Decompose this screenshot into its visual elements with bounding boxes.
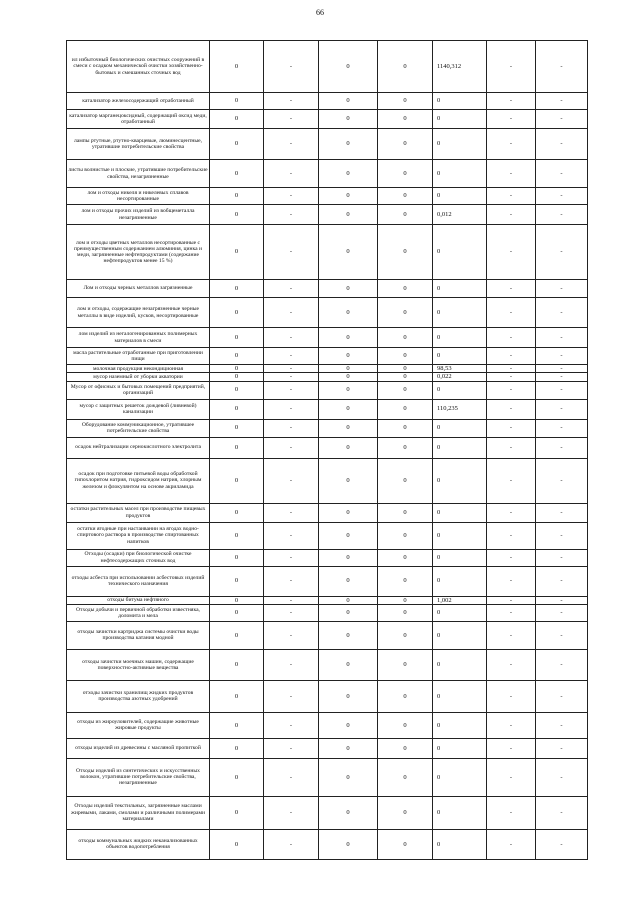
value-cell: 0 bbox=[210, 604, 264, 621]
value-cell: 0 bbox=[319, 225, 378, 280]
waste-name-cell: отходы изделий из древесины с масляной пропиткой bbox=[67, 738, 210, 758]
waste-name-cell: мусор с защитных решеток дождевой (ливневой) канализации bbox=[67, 399, 210, 419]
value-cell: 0 bbox=[378, 621, 433, 649]
value-cell: 0 bbox=[433, 419, 487, 437]
value-cell: 0 bbox=[378, 419, 433, 437]
value-cell: 0 bbox=[319, 205, 378, 225]
waste-name-cell: лом и отходы никеля и никелевых сплавов несортированные bbox=[67, 188, 210, 205]
table-row bbox=[67, 758, 588, 796]
value-cell: 0,022 bbox=[433, 373, 487, 381]
waste-name-cell: лом изделий из негалогенированных полимерных материалов в смеси bbox=[67, 328, 210, 348]
value-cell: - bbox=[536, 129, 588, 160]
value-cell: 0 bbox=[378, 758, 433, 796]
value-cell: 0 bbox=[319, 365, 378, 373]
value-cell: 0 bbox=[433, 328, 487, 348]
value-cell: 0 bbox=[378, 738, 433, 758]
table-row bbox=[67, 381, 588, 399]
waste-name-cell: лом и отходы цветных металлов несортированные с преимущественным содержанием алюминия, цинка и меди, загрязненные нефтепродуктами (содержание нефтепродуктов менее 15 %) bbox=[67, 225, 210, 280]
value-cell: - bbox=[264, 796, 319, 829]
value-cell: 0 bbox=[319, 129, 378, 160]
value-cell: 0 bbox=[378, 373, 433, 381]
value-cell: 0 bbox=[378, 93, 433, 110]
waste-name-cell: Отходы (осадки) при биологической очистке нефтесодержащих сточных вод bbox=[67, 549, 210, 566]
value-cell: - bbox=[264, 328, 319, 348]
table-row bbox=[67, 129, 588, 160]
table-row bbox=[67, 549, 588, 566]
value-cell: 0 bbox=[210, 348, 264, 365]
waste-name-cell: Отходы изделий текстильных, загрязненные маслами жиревыми, лаками, смолами и различными полимерами материалами bbox=[67, 796, 210, 829]
value-cell: - bbox=[264, 110, 319, 129]
value-cell: 0 bbox=[378, 604, 433, 621]
value-cell: 0 bbox=[210, 712, 264, 738]
value-cell: 0 bbox=[378, 503, 433, 522]
value-cell: 0 bbox=[210, 41, 264, 93]
value-cell: 0 bbox=[319, 738, 378, 758]
value-cell: 0 bbox=[433, 93, 487, 110]
value-cell: 0 bbox=[433, 225, 487, 280]
value-cell: - bbox=[264, 566, 319, 596]
waste-name-cell: осадок при подготовке питьевой воды обработкой гипохлоритом натрия, гидроксидом натрия, хлорным железом и флокулянтом на основе акриламида bbox=[67, 458, 210, 503]
value-cell: 0 bbox=[210, 522, 264, 549]
value-cell: - bbox=[536, 399, 588, 419]
waste-name-cell: остатки ягодные при настаивании на ягодах водно-спиртового раствора в производстве спиртованных напитков bbox=[67, 522, 210, 549]
value-cell: 0 bbox=[378, 298, 433, 328]
value-cell: 0 bbox=[433, 522, 487, 549]
value-cell: 0 bbox=[378, 188, 433, 205]
value-cell: 0 bbox=[433, 280, 487, 298]
table-row bbox=[67, 93, 588, 110]
value-cell: 0,012 bbox=[433, 205, 487, 225]
waste-name-cell: лом и отходы, содержащие незагрязненные черные металлы в виде изделий, кусков, несортированные bbox=[67, 298, 210, 328]
value-cell: - bbox=[536, 604, 588, 621]
value-cell: - bbox=[487, 205, 536, 225]
value-cell: 0 bbox=[319, 280, 378, 298]
value-cell: 0 bbox=[319, 566, 378, 596]
value-cell: 0 bbox=[319, 381, 378, 399]
waste-name-cell: отходы зачистки моечных машин, содержащие поверхностно-активные вещества bbox=[67, 649, 210, 680]
value-cell: - bbox=[536, 41, 588, 93]
value-cell: 0 bbox=[210, 566, 264, 596]
value-cell: 0 bbox=[319, 596, 378, 604]
value-cell: 0 bbox=[433, 129, 487, 160]
value-cell: - bbox=[536, 93, 588, 110]
value-cell: - bbox=[264, 596, 319, 604]
value-cell: - bbox=[536, 796, 588, 829]
value-cell: 0 bbox=[378, 549, 433, 566]
value-cell: 0 bbox=[319, 328, 378, 348]
waste-name-cell: катализатор марганецоксидный, содержащий оксид меди, отработанный bbox=[67, 110, 210, 129]
value-cell: 0 bbox=[210, 298, 264, 328]
value-cell: 0 bbox=[433, 160, 487, 188]
value-cell: 0 bbox=[319, 41, 378, 93]
value-cell: 0 bbox=[433, 566, 487, 596]
value-cell: - bbox=[487, 458, 536, 503]
value-cell: - bbox=[264, 712, 319, 738]
value-cell: 0 bbox=[378, 129, 433, 160]
value-cell: - bbox=[487, 160, 536, 188]
value-cell: - bbox=[536, 458, 588, 503]
value-cell: 0 bbox=[210, 365, 264, 373]
value-cell: 110,235 bbox=[433, 399, 487, 419]
value-cell: 0 bbox=[433, 649, 487, 680]
value-cell: - bbox=[487, 129, 536, 160]
value-cell: 0 bbox=[210, 280, 264, 298]
value-cell: 0 bbox=[210, 188, 264, 205]
value-cell: - bbox=[487, 712, 536, 738]
value-cell: - bbox=[536, 437, 588, 458]
table-row bbox=[67, 596, 588, 604]
value-cell: - bbox=[536, 522, 588, 549]
value-cell: - bbox=[536, 419, 588, 437]
waste-name-cell: отходы коммунальных жидких неканализованных объектов водопотребления bbox=[67, 829, 210, 859]
table-row bbox=[67, 280, 588, 298]
value-cell: 0 bbox=[378, 205, 433, 225]
table-row bbox=[67, 680, 588, 712]
table-row bbox=[67, 738, 588, 758]
table-row bbox=[67, 458, 588, 503]
value-cell: - bbox=[264, 129, 319, 160]
table-row bbox=[67, 298, 588, 328]
value-cell: 0 bbox=[433, 188, 487, 205]
value-cell: 0 bbox=[210, 373, 264, 381]
value-cell: - bbox=[487, 621, 536, 649]
value-cell: 0 bbox=[210, 621, 264, 649]
value-cell: - bbox=[264, 738, 319, 758]
value-cell: 0 bbox=[210, 110, 264, 129]
value-cell: - bbox=[264, 758, 319, 796]
value-cell: 0 bbox=[433, 680, 487, 712]
value-cell: - bbox=[536, 649, 588, 680]
value-cell: 0 bbox=[378, 381, 433, 399]
value-cell: 0 bbox=[378, 458, 433, 503]
value-cell: 0 bbox=[378, 796, 433, 829]
value-cell: - bbox=[536, 373, 588, 381]
value-cell: - bbox=[264, 381, 319, 399]
table-row bbox=[67, 365, 588, 373]
value-cell: 0 bbox=[378, 829, 433, 859]
value-cell: 0 bbox=[319, 649, 378, 680]
value-cell: - bbox=[536, 160, 588, 188]
value-cell: 0 bbox=[378, 280, 433, 298]
value-cell: 0 bbox=[319, 503, 378, 522]
value-cell: - bbox=[264, 419, 319, 437]
table-row bbox=[67, 205, 588, 225]
value-cell: - bbox=[536, 280, 588, 298]
value-cell: 0 bbox=[210, 549, 264, 566]
value-cell: 1,002 bbox=[433, 596, 487, 604]
value-cell: - bbox=[536, 298, 588, 328]
value-cell: - bbox=[264, 680, 319, 712]
value-cell: 0 bbox=[210, 129, 264, 160]
value-cell: 0 bbox=[210, 458, 264, 503]
value-cell: 0 bbox=[433, 796, 487, 829]
value-cell: 0 bbox=[378, 566, 433, 596]
value-cell: 0 bbox=[433, 348, 487, 365]
value-cell: - bbox=[536, 381, 588, 399]
value-cell: 0 bbox=[319, 419, 378, 437]
waste-name-cell: отходы битума нефтяного bbox=[67, 596, 210, 604]
value-cell: 0 bbox=[378, 110, 433, 129]
value-cell: - bbox=[536, 328, 588, 348]
value-cell: 0 bbox=[378, 399, 433, 419]
value-cell: - bbox=[536, 738, 588, 758]
value-cell: 0 bbox=[433, 298, 487, 328]
waste-name-cell: листы волнистые и плоские, утратившие потребительские свойства, незагрязненные bbox=[67, 160, 210, 188]
value-cell: 0 bbox=[319, 93, 378, 110]
value-cell: 0 bbox=[433, 829, 487, 859]
table-row bbox=[67, 41, 588, 93]
value-cell: 0 bbox=[319, 680, 378, 712]
value-cell: 98,53 bbox=[433, 365, 487, 373]
value-cell: 0 bbox=[210, 381, 264, 399]
value-cell: - bbox=[487, 649, 536, 680]
table-row bbox=[67, 419, 588, 437]
value-cell: 0 bbox=[319, 188, 378, 205]
value-cell: - bbox=[536, 680, 588, 712]
table-row bbox=[67, 829, 588, 859]
value-cell: 0 bbox=[378, 522, 433, 549]
waste-name-cell: ил избыточный биологических очистных сооружений в смеси с осадком механической очистки хозяйственно-бытовых и смешанных сточных вод bbox=[67, 41, 210, 93]
value-cell: - bbox=[487, 399, 536, 419]
value-cell: 0 bbox=[378, 160, 433, 188]
value-cell: - bbox=[536, 549, 588, 566]
value-cell: 0 bbox=[319, 604, 378, 621]
value-cell: - bbox=[487, 188, 536, 205]
value-cell: 0 bbox=[210, 738, 264, 758]
value-cell: 0 bbox=[210, 680, 264, 712]
table-row bbox=[67, 621, 588, 649]
value-cell: 0 bbox=[378, 596, 433, 604]
value-cell: 0 bbox=[319, 373, 378, 381]
value-cell: 0 bbox=[378, 365, 433, 373]
value-cell: - bbox=[536, 110, 588, 129]
waste-name-cell: отходы асбеста при использовании асбестовых изделий технического назначения bbox=[67, 566, 210, 596]
value-cell: 0 bbox=[210, 419, 264, 437]
value-cell: 0 bbox=[210, 596, 264, 604]
table-row bbox=[67, 796, 588, 829]
waste-name-cell: катализатор железосодержащий отработанный bbox=[67, 93, 210, 110]
value-cell: - bbox=[264, 604, 319, 621]
waste-table bbox=[66, 40, 588, 860]
value-cell: 0 bbox=[210, 160, 264, 188]
waste-name-cell: остатки растительных масел при производстве пищевых продуктов bbox=[67, 503, 210, 522]
value-cell: 0 bbox=[433, 758, 487, 796]
value-cell: - bbox=[264, 348, 319, 365]
table-row bbox=[67, 712, 588, 738]
value-cell: - bbox=[264, 225, 319, 280]
table-row bbox=[67, 225, 588, 280]
waste-name-cell: отходы зачистки хранилищ жидких продуктов производства азотных удобрений bbox=[67, 680, 210, 712]
value-cell: 0 bbox=[319, 758, 378, 796]
waste-name-cell: лампы ртутные, ртутно-кварцевые, люминесцентные, утратившие потребительские свойства bbox=[67, 129, 210, 160]
waste-name-cell: отходы зачистки картриджа системы очистки воды производства катания модной bbox=[67, 621, 210, 649]
value-cell: - bbox=[487, 225, 536, 280]
value-cell: - bbox=[264, 365, 319, 373]
value-cell: 0 bbox=[210, 829, 264, 859]
value-cell: - bbox=[487, 549, 536, 566]
value-cell: - bbox=[487, 280, 536, 298]
value-cell: 0 bbox=[378, 348, 433, 365]
value-cell: - bbox=[487, 298, 536, 328]
page-number: 66 bbox=[316, 8, 324, 17]
value-cell: - bbox=[487, 365, 536, 373]
waste-name-cell: масла растительные отработанные при приготовлении пищи bbox=[67, 348, 210, 365]
value-cell: - bbox=[487, 381, 536, 399]
value-cell: 0 bbox=[210, 93, 264, 110]
value-cell: - bbox=[487, 503, 536, 522]
value-cell: 0 bbox=[319, 110, 378, 129]
value-cell: 0 bbox=[319, 348, 378, 365]
value-cell: - bbox=[487, 604, 536, 621]
value-cell: - bbox=[536, 758, 588, 796]
value-cell: - bbox=[264, 188, 319, 205]
table-row bbox=[67, 188, 588, 205]
value-cell: - bbox=[264, 399, 319, 419]
table-row bbox=[67, 437, 588, 458]
value-cell: 0 bbox=[433, 738, 487, 758]
table-row bbox=[67, 110, 588, 129]
table-row bbox=[67, 566, 588, 596]
value-cell: 0 bbox=[433, 437, 487, 458]
value-cell: - bbox=[264, 280, 319, 298]
value-cell: 0 bbox=[378, 41, 433, 93]
value-cell: - bbox=[536, 566, 588, 596]
value-cell: - bbox=[536, 205, 588, 225]
value-cell: 0 bbox=[319, 549, 378, 566]
value-cell: 0 bbox=[210, 328, 264, 348]
value-cell: 0 bbox=[433, 503, 487, 522]
value-cell: - bbox=[487, 373, 536, 381]
value-cell: - bbox=[264, 549, 319, 566]
table-row bbox=[67, 348, 588, 365]
value-cell: 0 bbox=[319, 458, 378, 503]
value-cell: 0 bbox=[210, 758, 264, 796]
value-cell: - bbox=[536, 621, 588, 649]
waste-name-cell: молочная продукция некондиционная bbox=[67, 365, 210, 373]
value-cell: - bbox=[536, 365, 588, 373]
value-cell: - bbox=[264, 503, 319, 522]
value-cell: - bbox=[536, 596, 588, 604]
value-cell: 0 bbox=[433, 381, 487, 399]
value-cell: - bbox=[264, 298, 319, 328]
value-cell: - bbox=[487, 758, 536, 796]
value-cell: - bbox=[487, 348, 536, 365]
value-cell: - bbox=[264, 41, 319, 93]
value-cell: 0 bbox=[378, 225, 433, 280]
value-cell: - bbox=[487, 110, 536, 129]
waste-name-cell: Отходы изделий из синтетических и искусственных волокон, утратившие потребительские свойства, незагрязненные bbox=[67, 758, 210, 796]
waste-name-cell: Отходы добычи и первичной обработки известняка, доломита и мела bbox=[67, 604, 210, 621]
value-cell: - bbox=[536, 188, 588, 205]
waste-name-cell: Лом и отходы черных металлов загрязненные bbox=[67, 280, 210, 298]
value-cell: 0 bbox=[378, 649, 433, 680]
value-cell: 0 bbox=[210, 225, 264, 280]
value-cell: - bbox=[487, 596, 536, 604]
value-cell: - bbox=[264, 373, 319, 381]
value-cell: - bbox=[536, 348, 588, 365]
value-cell: - bbox=[487, 522, 536, 549]
value-cell: - bbox=[264, 522, 319, 549]
value-cell: 0 bbox=[210, 796, 264, 829]
value-cell: - bbox=[487, 680, 536, 712]
value-cell: 0 bbox=[319, 437, 378, 458]
value-cell: - bbox=[264, 437, 319, 458]
value-cell: 0 bbox=[319, 298, 378, 328]
value-cell: - bbox=[264, 829, 319, 859]
value-cell: - bbox=[487, 41, 536, 93]
value-cell: 0 bbox=[433, 458, 487, 503]
table-row bbox=[67, 604, 588, 621]
value-cell: 0 bbox=[210, 205, 264, 225]
table-row bbox=[67, 503, 588, 522]
value-cell: 0 bbox=[319, 621, 378, 649]
value-cell: 0 bbox=[210, 399, 264, 419]
value-cell: - bbox=[264, 93, 319, 110]
table-row bbox=[67, 399, 588, 419]
table-row bbox=[67, 160, 588, 188]
table-row bbox=[67, 373, 588, 381]
waste-name-cell: мусор наземный от уборки акватории bbox=[67, 373, 210, 381]
waste-name-cell: Мусор от офисных и бытовых помещений предприятий, организаций bbox=[67, 381, 210, 399]
waste-name-cell: отходы из жироуловителей, содержащие животные жировые продукты bbox=[67, 712, 210, 738]
value-cell: - bbox=[487, 93, 536, 110]
value-cell: 0 bbox=[319, 399, 378, 419]
value-cell: - bbox=[487, 829, 536, 859]
value-cell: 0 bbox=[378, 328, 433, 348]
value-cell: 0 bbox=[210, 649, 264, 680]
value-cell: 0 bbox=[319, 712, 378, 738]
value-cell: 0 bbox=[433, 110, 487, 129]
value-cell: - bbox=[264, 458, 319, 503]
value-cell: - bbox=[264, 621, 319, 649]
value-cell: 0 bbox=[319, 522, 378, 549]
value-cell: 0 bbox=[378, 680, 433, 712]
value-cell: - bbox=[487, 437, 536, 458]
value-cell: 0 bbox=[433, 604, 487, 621]
value-cell: - bbox=[487, 796, 536, 829]
table-row bbox=[67, 522, 588, 549]
value-cell: 0 bbox=[433, 549, 487, 566]
value-cell: 0 bbox=[210, 437, 264, 458]
value-cell: - bbox=[536, 829, 588, 859]
value-cell: - bbox=[487, 419, 536, 437]
value-cell: - bbox=[536, 503, 588, 522]
value-cell: 0 bbox=[319, 160, 378, 188]
value-cell: - bbox=[536, 225, 588, 280]
value-cell: 0 bbox=[210, 503, 264, 522]
value-cell: - bbox=[264, 649, 319, 680]
value-cell: 0 bbox=[319, 796, 378, 829]
value-cell: 0 bbox=[319, 829, 378, 859]
value-cell: - bbox=[264, 160, 319, 188]
table-row bbox=[67, 328, 588, 348]
waste-name-cell: Оборудование коммуникационное, утратившее потребительские свойства bbox=[67, 419, 210, 437]
value-cell: - bbox=[487, 328, 536, 348]
value-cell: 0 bbox=[433, 712, 487, 738]
value-cell: - bbox=[264, 205, 319, 225]
table-row bbox=[67, 649, 588, 680]
waste-name-cell: лом и отходы прочих изделий из вобщеметалла незагрязненные bbox=[67, 205, 210, 225]
value-cell: 0 bbox=[378, 712, 433, 738]
value-cell: 0 bbox=[433, 621, 487, 649]
value-cell: 1140,312 bbox=[433, 41, 487, 93]
value-cell: - bbox=[487, 738, 536, 758]
value-cell: - bbox=[536, 712, 588, 738]
value-cell: 0 bbox=[378, 437, 433, 458]
waste-name-cell: осадок нейтрализации сернокислотного электролита bbox=[67, 437, 210, 458]
value-cell: - bbox=[487, 566, 536, 596]
